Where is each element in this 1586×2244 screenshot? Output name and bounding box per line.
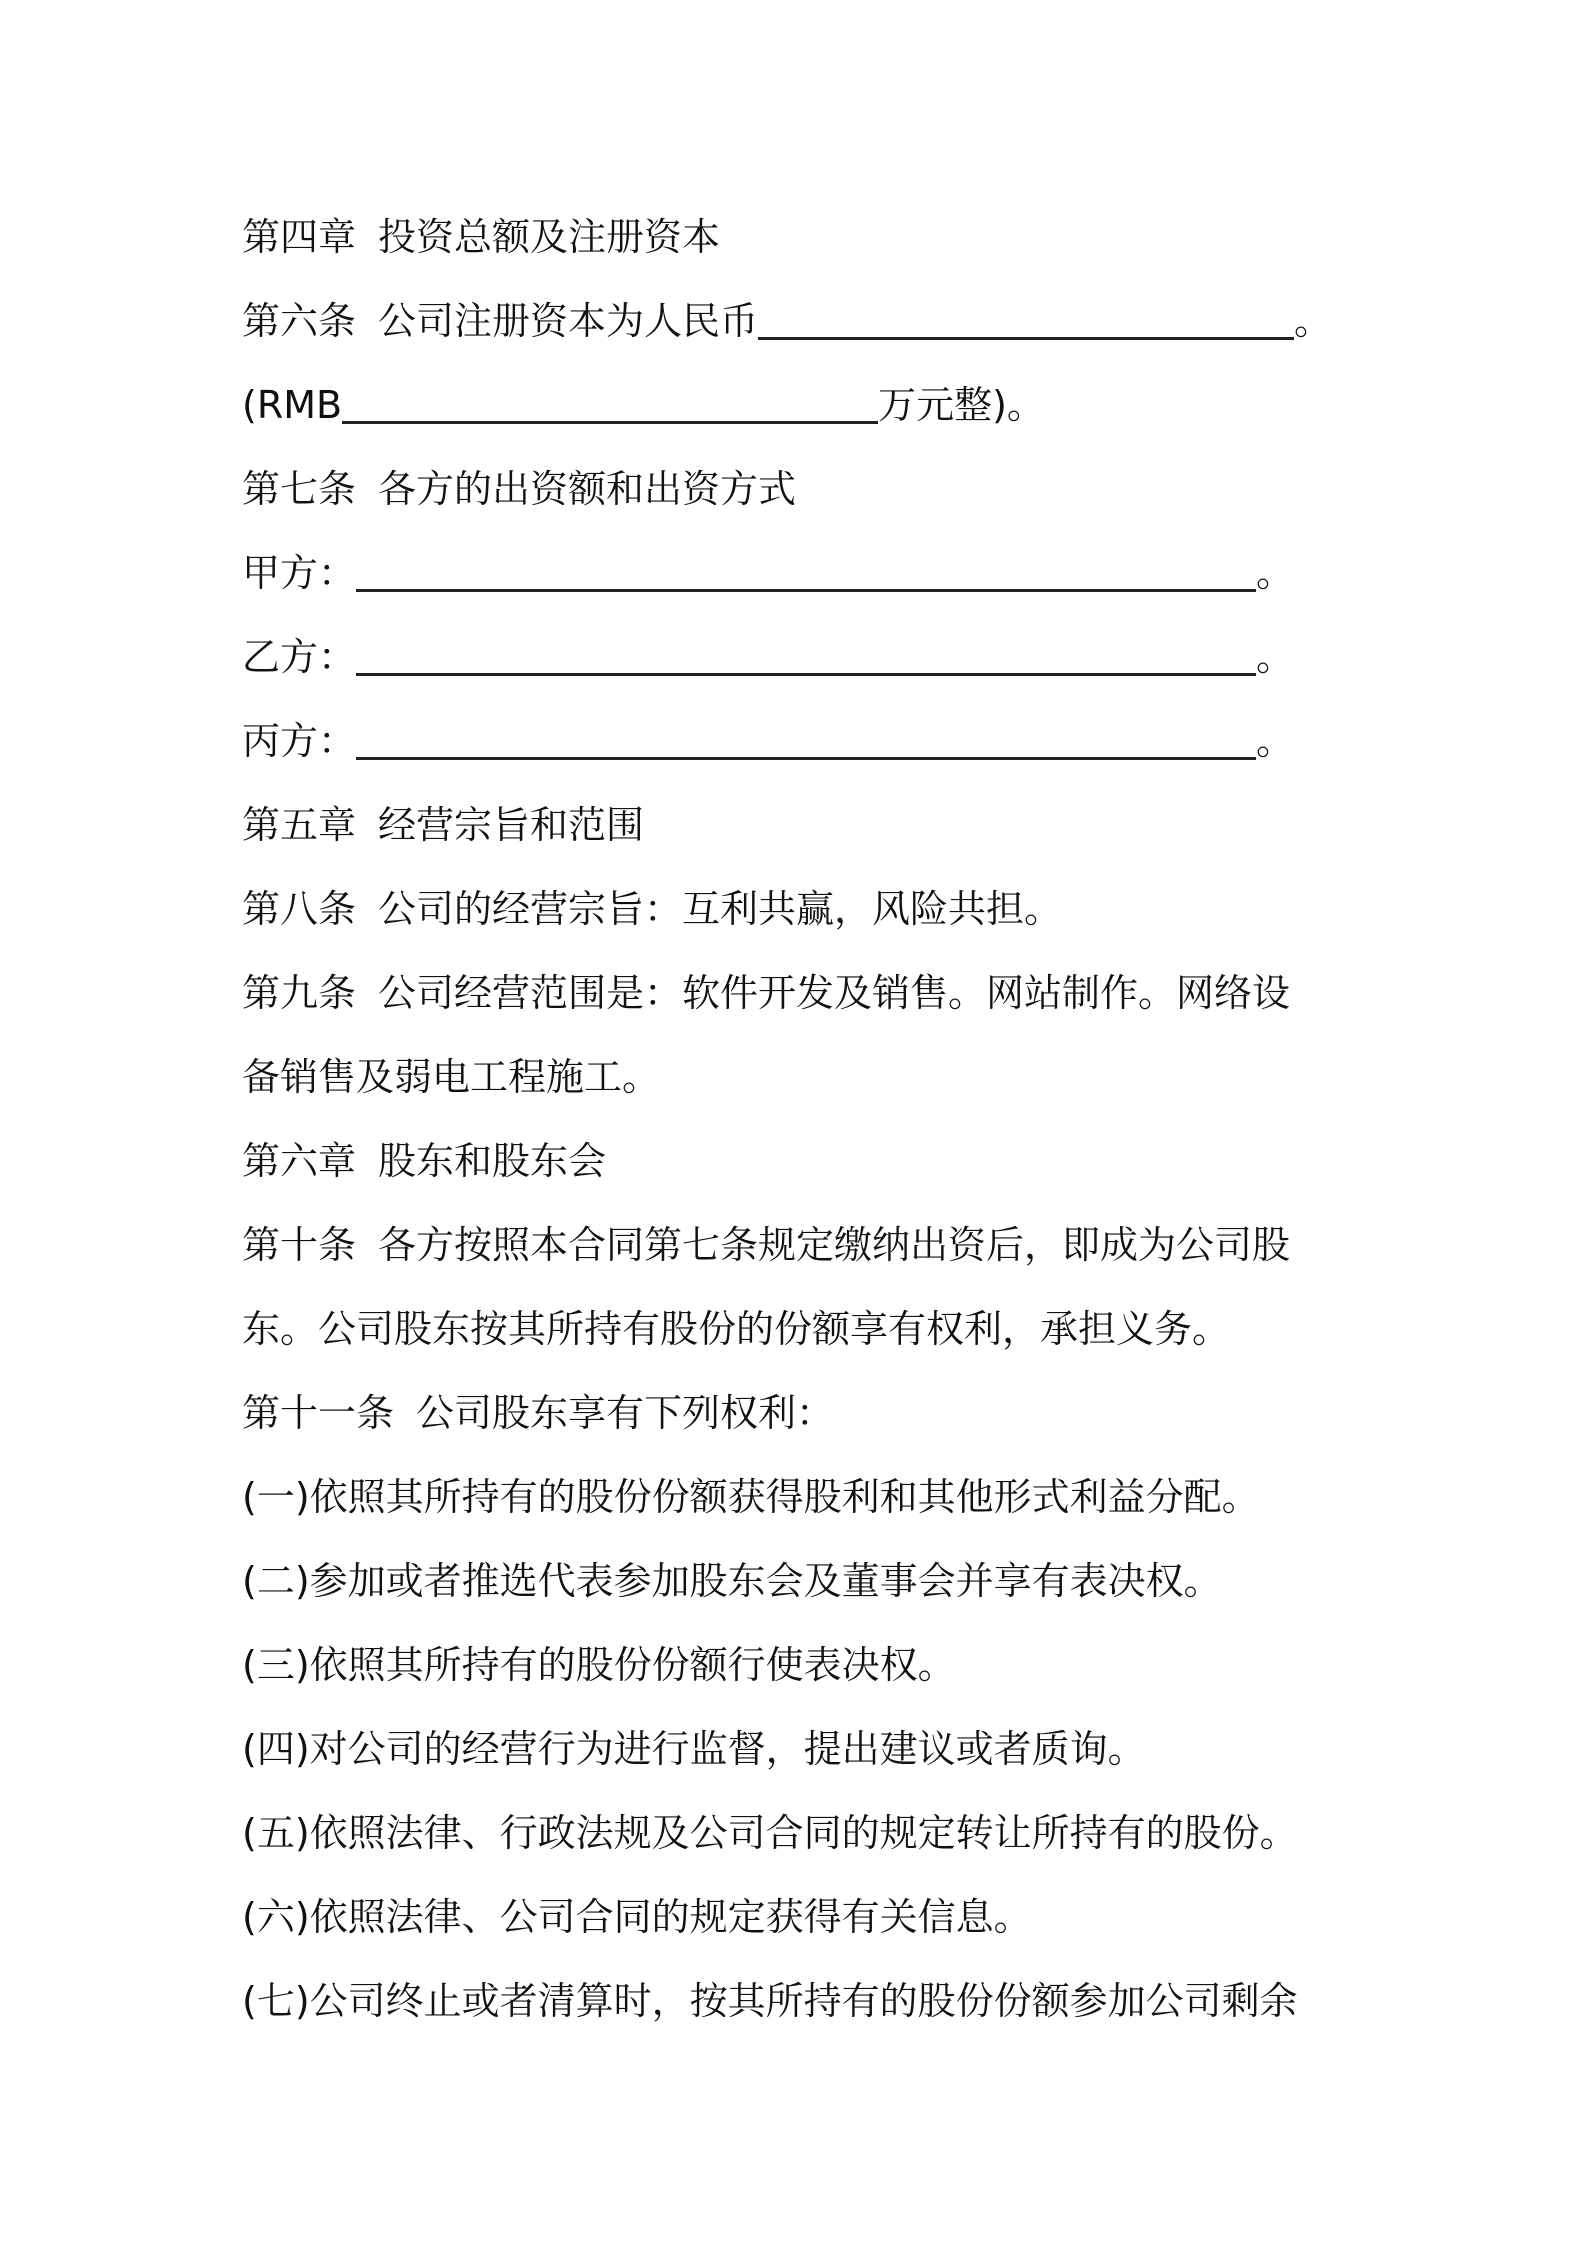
right-item-2 bbox=[242, 1539, 1362, 1623]
period: 。 bbox=[1256, 635, 1295, 679]
party-a-blank[interactable] bbox=[356, 543, 1256, 592]
right-item-6 bbox=[242, 1875, 1362, 1959]
right-text: (二)参加或者推选代表参加股东会及董事会并享有表决权。 bbox=[242, 1559, 1222, 1603]
party-b-blank[interactable] bbox=[356, 627, 1256, 676]
party-c-line bbox=[242, 699, 1362, 783]
article-7 bbox=[242, 447, 1362, 531]
article-10-continued bbox=[242, 1287, 1362, 1371]
right-item-3 bbox=[242, 1623, 1362, 1707]
party-b-line bbox=[242, 615, 1362, 699]
right-text: (三)依照其所持有的股份份额行使表决权。 bbox=[242, 1643, 956, 1687]
party-c-blank[interactable] bbox=[356, 711, 1256, 760]
article-number: 第十条 bbox=[242, 1223, 357, 1267]
right-text: (七)公司终止或者清算时，按其所持有的股份份额参加公司剩余 bbox=[242, 1979, 1298, 2023]
article-text: 公司的经营宗旨：互利共赢，风险共担。 bbox=[378, 887, 1063, 931]
article-9-continued bbox=[242, 1035, 1362, 1119]
party-a-line bbox=[242, 531, 1362, 615]
right-text: (一)依照其所持有的股份份额获得股利和其他形式利益分配。 bbox=[242, 1475, 1260, 1519]
rmb-amount-blank[interactable] bbox=[342, 375, 878, 424]
chapter-5-heading bbox=[242, 783, 1362, 867]
article-text: 备销售及弱电工程施工。 bbox=[242, 1055, 661, 1099]
article-number: 第七条 bbox=[242, 467, 357, 511]
article-6 bbox=[242, 279, 1362, 363]
chapter-number: 第六章 bbox=[242, 1139, 357, 1183]
registered-capital-blank[interactable] bbox=[758, 291, 1294, 340]
chapter-6-heading bbox=[242, 1119, 1362, 1203]
article-number: 第十一条 bbox=[242, 1391, 395, 1435]
article-number: 第八条 bbox=[242, 887, 357, 931]
article-8 bbox=[242, 867, 1362, 951]
article-6-rmb bbox=[242, 363, 1362, 447]
chapter-4-heading bbox=[242, 195, 1362, 279]
article-11 bbox=[242, 1371, 1362, 1455]
party-label: 乙方： bbox=[242, 635, 357, 679]
right-item-4 bbox=[242, 1707, 1362, 1791]
right-text: (四)对公司的经营行为进行监督，提出建议或者质询。 bbox=[242, 1727, 1146, 1771]
article-text: 各方的出资额和出资方式 bbox=[378, 467, 797, 511]
right-item-5 bbox=[242, 1791, 1362, 1875]
chapter-title: 投资总额及注册资本 bbox=[378, 215, 721, 259]
rmb-suffix: 万元整)。 bbox=[878, 383, 1045, 427]
rmb-prefix: (RMB bbox=[242, 383, 343, 427]
contract-page bbox=[242, 195, 1362, 2043]
party-label: 丙方： bbox=[242, 719, 357, 763]
chapter-title: 股东和股东会 bbox=[378, 1139, 607, 1183]
period: 。 bbox=[1294, 299, 1333, 343]
article-10 bbox=[242, 1203, 1362, 1287]
article-number: 第六条 bbox=[242, 299, 357, 343]
article-text: 各方按照本合同第七条规定缴纳出资后，即成为公司股 bbox=[378, 1223, 1291, 1267]
chapter-number: 第四章 bbox=[242, 215, 357, 259]
article-number: 第九条 bbox=[242, 971, 357, 1015]
right-text: (六)依照法律、公司合同的规定获得有关信息。 bbox=[242, 1895, 1032, 1939]
chapter-title: 经营宗旨和范围 bbox=[378, 803, 645, 847]
party-label: 甲方： bbox=[242, 551, 357, 595]
article-text: 公司股东享有下列权利： bbox=[416, 1391, 835, 1435]
right-item-1 bbox=[242, 1455, 1362, 1539]
chapter-number: 第五章 bbox=[242, 803, 357, 847]
right-text: (五)依照法律、行政法规及公司合同的规定转让所持有的股份。 bbox=[242, 1811, 1298, 1855]
period: 。 bbox=[1256, 719, 1295, 763]
article-text: 公司经营范围是：软件开发及销售。网站制作。网络设 bbox=[378, 971, 1291, 1015]
article-text: 东。公司股东按其所持有股份的份额享有权利，承担义务。 bbox=[242, 1307, 1231, 1351]
article-text: 公司注册资本为人民币 bbox=[378, 299, 759, 343]
article-9 bbox=[242, 951, 1362, 1035]
right-item-7 bbox=[242, 1959, 1362, 2043]
period: 。 bbox=[1256, 551, 1295, 595]
